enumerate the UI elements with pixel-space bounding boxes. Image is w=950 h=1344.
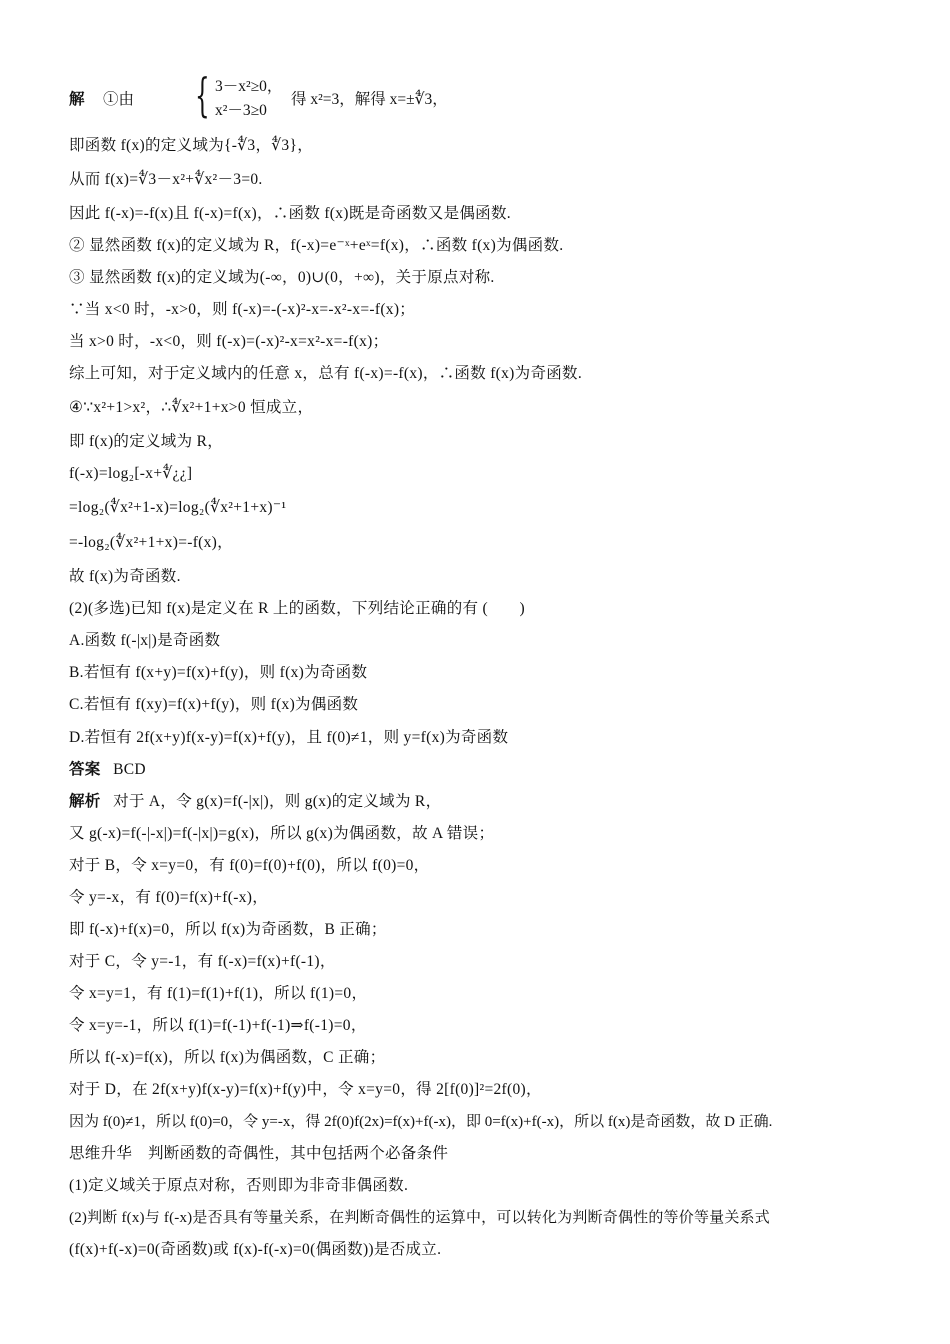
analysis-line: 令 y=-x，有 f(0)=f(x)+f(-x)， — [69, 889, 269, 906]
analysis-first: 对于 A，令 g(x)=f(-|x|)，则 g(x)的定义域为 R， — [113, 793, 442, 810]
system-line-1: 3－x²≥0， — [215, 78, 283, 95]
condition-1: (1)定义域关于原点对称，否则即为非奇非偶函数. — [69, 1177, 409, 1194]
text-line: f(-x)=log₂[-x+∜¿¿] — [69, 465, 193, 482]
analysis-line: 令 x=y=-1，所以 f(1)=f(-1)+f(-1)⇒f(-1)=0， — [69, 1017, 367, 1034]
analysis-line: 对于 C，令 y=-1，有 f(-x)=f(x)+f(-1)， — [69, 953, 336, 970]
option-b: B.若恒有 f(x+y)=f(x)+f(y)，则 f(x)为奇函数 — [69, 664, 368, 681]
system-line-2: x²－3≥0 — [215, 102, 267, 119]
text-line: =log₂(∜x²+1-x)=log₂(∜x²+1+x)⁻¹ — [69, 499, 287, 516]
analysis-label: 解析 — [69, 793, 101, 810]
option-a: A.函数 f(-|x|)是奇函数 — [69, 632, 221, 649]
analysis-line: 对于 D，在 2f(x+y)f(x-y)=f(x)+f(y)中，令 x=y=0，得 2[f(0)]²=2f(0)， — [69, 1081, 542, 1098]
option-c: C.若恒有 f(xy)=f(x)+f(y)，则 f(x)为偶函数 — [69, 696, 359, 713]
analysis-line: 所以 f(-x)=f(x)，所以 f(x)为偶函数，C 正确； — [69, 1049, 386, 1066]
analysis-line: 又 g(-x)=f(-|-x|)=f(-|x|)=g(x)，所以 g(x)为偶函数，故 A 错误； — [69, 825, 495, 842]
text-line: 因此 f(-x)=-f(x)且 f(-x)=f(x)，∴函数 f(x)既是奇函数又是偶函数. — [69, 205, 511, 222]
answer-row — [69, 759, 146, 781]
text-line: ② 显然函数 f(x)的定义域为 R，f(-x)=e⁻ˣ+eˣ=f(x)，∴函数 f(x)为偶函数. — [69, 237, 564, 254]
question-stem: (2)(多选)已知 f(x)是定义在 R 上的函数，下列结论正确的有 ( ) — [69, 600, 525, 617]
text-line: 当 x>0 时，-x<0，则 f(-x)=(-x)²-x=x²-x=-f(x)； — [69, 333, 389, 350]
text-line: 从而 f(x)=∜3－x²+∜x²－3=0. — [69, 171, 263, 188]
text-line: =-log₂(∜x²+1+x)=-f(x)， — [69, 534, 233, 551]
solution-conclusion: 得 x²=3，解得 x=±∜3， — [291, 91, 448, 108]
answer-label: 答案 — [69, 761, 101, 778]
analysis-line: 因为 f(0)≠1，所以 f(0)=0，令 y=-x，得 2f(0)f(2x)=f(x)+f(-x)，即 0=f(x)+f(-x)，所以 f(x)是奇函数，故 D 正确. — [69, 1114, 773, 1130]
text-line: 即 f(x)的定义域为 R， — [69, 433, 224, 450]
solution-label: 解 — [69, 91, 85, 108]
text-line: 即函数 f(x)的定义域为{-∜3，∜3}， — [69, 137, 314, 154]
text-line: ③ 显然函数 f(x)的定义域为(-∞，0)∪(0，+∞)，关于原点对称. — [69, 269, 495, 286]
text-line: 故 f(x)为奇函数. — [69, 568, 181, 585]
analysis-row — [69, 791, 441, 813]
analysis-line: 对于 B，令 x=y=0，有 f(0)=f(0)+f(0)，所以 f(0)=0， — [69, 857, 430, 874]
option-d: D.若恒有 2f(x+y)f(x-y)=f(x)+f(y)，且 f(0)≠1，则 y=f(x)为奇函数 — [69, 729, 509, 746]
condition-2: (2)判断 f(x)与 f(-x)是否具有等量关系，在判断奇偶性的运算中，可以转化为判断奇偶性的等价等量关系式 — [69, 1210, 770, 1226]
analysis-line: 令 x=y=1，有 f(1)=f(1)+f(1)，所以 f(1)=0， — [69, 985, 368, 1002]
answer-value: BCD — [113, 761, 146, 778]
left-brace-icon: { — [195, 68, 210, 122]
solution-prefix: ①由 — [103, 91, 135, 108]
text-line: ∵当 x<0 时，-x>0，则 f(-x)=-(-x)²-x=-x²-x=-f(x)； — [69, 301, 416, 318]
analysis-line: 即 f(-x)+f(x)=0，所以 f(x)为奇函数，B 正确； — [69, 921, 387, 938]
text-line: ④∵x²+1>x²，∴∜x²+1+x>0 恒成立， — [69, 399, 314, 416]
thinking-upgrade-line: 思维升华 判断函数的奇偶性，其中包括两个必备条件 — [69, 1145, 449, 1162]
condition-2-cont: (f(x)+f(-x)=0(奇函数)或 f(x)-f(-x)=0(偶函数))是否成立. — [69, 1241, 442, 1258]
text-line: 综上可知，对于定义域内的任意 x，总有 f(-x)=-f(x)，∴函数 f(x)为奇函数. — [69, 365, 583, 382]
